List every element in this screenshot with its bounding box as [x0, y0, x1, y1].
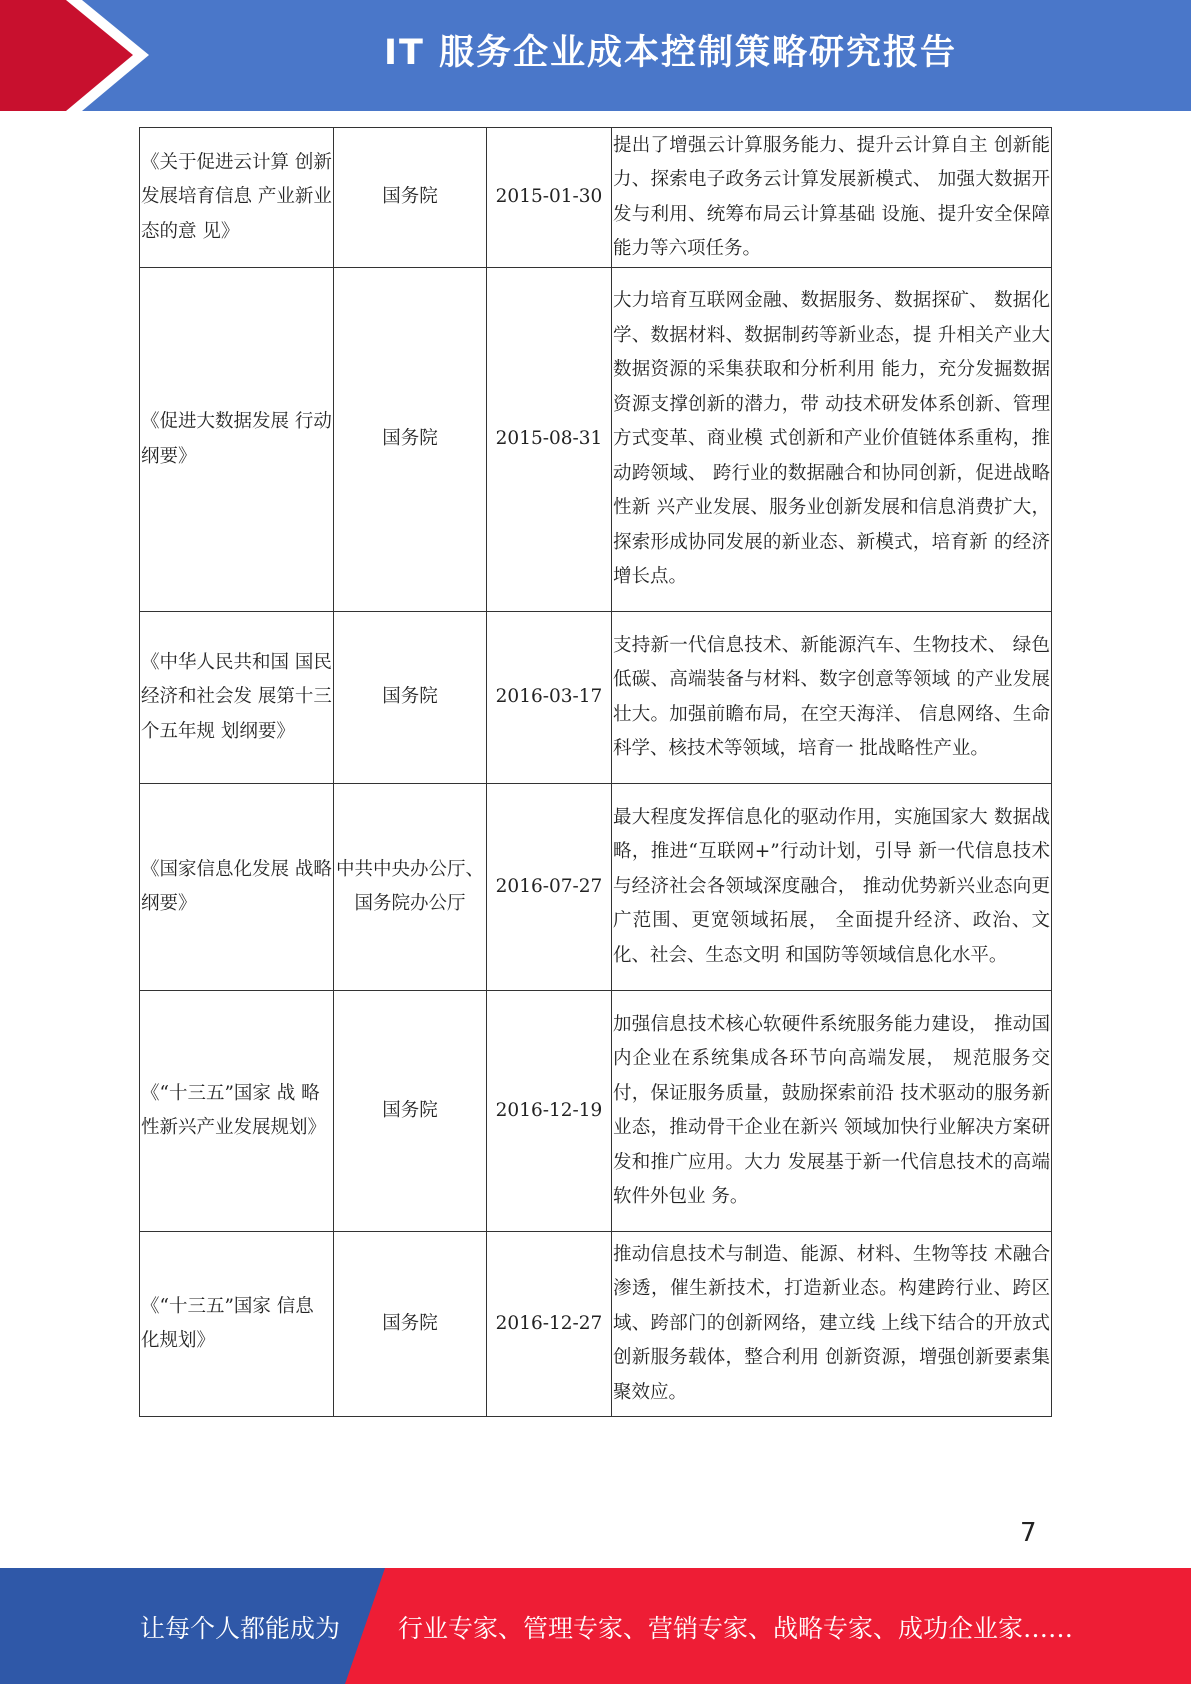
- policy-name-cell: 《国家信息化发展 战略纲要》: [140, 784, 334, 991]
- red-chevron-decoration: [0, 0, 160, 111]
- page-header: [0, 0, 1191, 111]
- date-cell: 2016-12-19: [487, 991, 612, 1232]
- issuer-cell: 国务院: [334, 1232, 487, 1417]
- report-title: IT 服务企业成本控制策略研究报告: [383, 33, 958, 73]
- table-row: [140, 128, 1052, 268]
- date-cell: 2016-03-17: [487, 612, 612, 784]
- footer-slogan-right: 行业专家、管理专家、营销专家、战略专家、成功企业家……: [398, 1614, 1074, 1643]
- policy-name-cell: 《“十三五”国家 战 略性新兴产业发展规划》: [140, 991, 334, 1232]
- table-row: [140, 991, 1052, 1232]
- policy-table: [139, 127, 1052, 1417]
- date-cell: 2015-01-30: [487, 128, 612, 268]
- page-footer: [0, 1568, 1191, 1684]
- description-cell: 加强信息技术核心软硬件系统服务能力建设， 推动国内企业在系统集成各环节向高端发展， 规范服务交付，保证服务质量，鼓励探索前沿 技术驱动的服务新业态，推动骨干企业在新兴 领域加快行业解决方案研发和推广应用。大力 发展基于新一代信息技术的高端软件外包业 务。: [612, 991, 1052, 1232]
- description-cell: 最大程度发挥信息化的驱动作用，实施国家大 数据战略，推进“互联网+”行动计划，引导 新一代信息技术与经济社会各领域深度融合， 推动优势新兴业态向更广范围、更宽领域拓展， 全面提升经济、政治、文化、社会、生态文明 和国防等领域信息化水平。: [612, 784, 1052, 991]
- footer-slogan-left: 让每个人都能成为: [140, 1614, 341, 1643]
- policy-name-cell: 《“十三五”国家 信息化规划》: [140, 1232, 334, 1417]
- page-number: 7: [1020, 1518, 1037, 1548]
- table-row: [140, 1232, 1052, 1417]
- description-cell: 大力培育互联网金融、数据服务、数据探矿、 数据化学、数据材料、数据制药等新业态，提 升相关产业大数据资源的采集获取和分析利用 能力，充分发掘数据资源支撑创新的潜力，带 动技术研发体系创新、管理方式变革、商业模 式创新和产业价值链体系重构，推动跨领域、 跨行业的数据融合和协同创新，促进战略性新 兴产业发展、服务业创新发展和信息消费扩大， 探索形成协同发展的新业态、新模式，培育新 的经济增长点。: [612, 268, 1052, 612]
- date-cell: 2015-08-31: [487, 268, 612, 612]
- description-cell: 支持新一代信息技术、新能源汽车、生物技术、 绿色低碳、高端装备与材料、数字创意等领域 的产业发展壮大。加强前瞻布局，在空天海洋、 信息网络、生命科学、核技术等领域，培育一 批战略性产业。: [612, 612, 1052, 784]
- table-row: [140, 612, 1052, 784]
- policy-name-cell: 《促进大数据发展 行动纲要》: [140, 268, 334, 612]
- issuer-cell: 国务院: [334, 128, 487, 268]
- issuer-cell: 国务院: [334, 991, 487, 1232]
- table-row: [140, 784, 1052, 991]
- policy-name-cell: 《中华人民共和国 国民经济和社会发 展第十三个五年规 划纲要》: [140, 612, 334, 784]
- description-cell: 推动信息技术与制造、能源、材料、生物等技 术融合渗透，催生新技术，打造新业态。构建跨行业、跨区域、跨部门的创新网络，建立线 上线下结合的开放式创新服务载体，整合利用 创新资源，增强创新要素集聚效应。: [612, 1232, 1052, 1417]
- issuer-cell: 国务院: [334, 268, 487, 612]
- issuer-cell: 国务院: [334, 612, 487, 784]
- description-cell: 提出了增强云计算服务能力、提升云计算自主 创新能力、探索电子政务云计算发展新模式、 加强大数据开发与利用、统筹布局云计算基础 设施、提升安全保障能力等六项任务。: [612, 128, 1052, 268]
- table-row: [140, 268, 1052, 612]
- date-cell: 2016-07-27: [487, 784, 612, 991]
- policy-name-cell: 《关于促进云计算 创新发展培育信息 产业新业态的意 见》: [140, 128, 334, 268]
- issuer-cell: 中共中央办公厅、国务院办公厅: [334, 784, 487, 991]
- date-cell: 2016-12-27: [487, 1232, 612, 1417]
